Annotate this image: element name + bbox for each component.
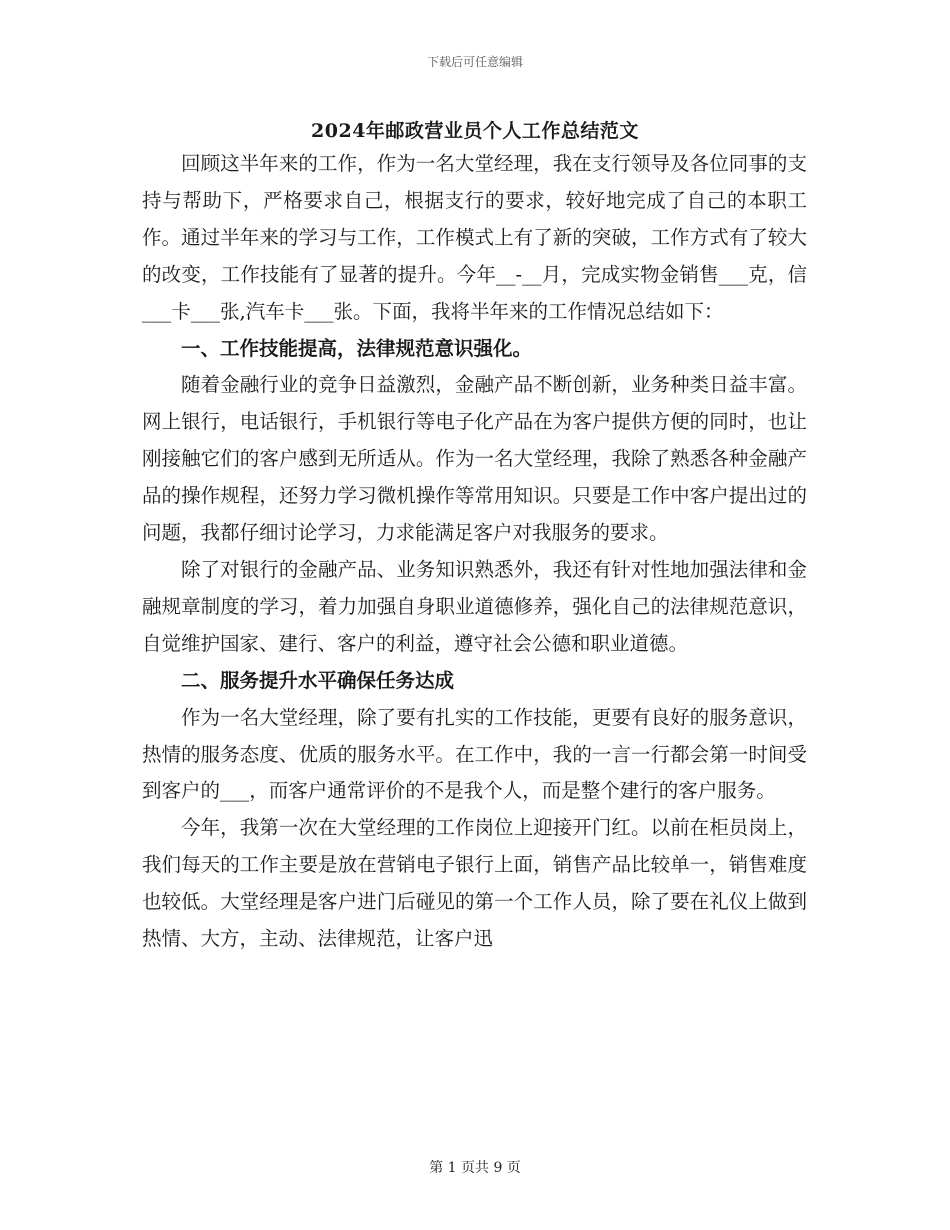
paragraph: 今年，我第一次在大堂经理的工作岗位上迎接开门红。以前在柜员岗上，我们每天的工作主要是放在营销电子银行上面，销售产品比较单一，销售难度也较低。大堂经理是客户进门后碰见的第一个工作人员，除了要在礼仪上做到热情、大方，主动、法律规范，让客户迅: [142, 816, 807, 951]
page-footer: 第 1 页共 9 页: [429, 1160, 521, 1176]
document-body: [142, 146, 807, 958]
paragraph: 作为一名大堂经理，除了要有扎实的工作技能，更要有良好的服务意识，热情的服务态度、优质的服务水平。在工作中，我的一言一行都会第一时间受到客户的___，而客户通常评价的不是我个人，而是整个建行的客户服务。: [142, 705, 807, 803]
paragraph-intro: 回顾这半年来的工作，作为一名大堂经理，我在支行领导及各位同事的支持与帮助下，严格要求自己，根据支行的要求，较好地完成了自己的本职工作。通过半年来的学习与工作，工作模式上有了新的突破，工作方式有了较大的改变，工作技能有了显著的提升。今年__-__月，完成实物金销售___克，信___卡___张,汽车卡___张。下面，我将半年来的工作情况总结如下：: [142, 152, 807, 323]
document-title: 2024年邮政营业员个人工作总结范文: [311, 120, 639, 142]
header-note: 下载后可任意编辑: [426, 55, 523, 69]
section-heading-1: 一、工作技能提高，法律规范意识强化。: [181, 336, 533, 360]
paragraph: 随着金融行业的竞争日益激烈，金融产品不断创新，业务种类日益丰富。网上银行，电话银行，手机银行等电子化产品在为客户提供方便的同时，也让刚接触它们的客户感到无所适从。作为一名大堂经理，我除了熟悉各种金融产品的操作规程，还努力学习微机操作等常用知识。只要是工作中客户提出过的问题，我都仔细讨论学习，力求能满足客户对我服务的要求。: [142, 373, 807, 545]
section-heading-2: 二、服务提升水平确保任务达成: [181, 668, 455, 692]
paragraph: 除了对银行的金融产品、业务知识熟悉外，我还有针对性地加强法律和金融规章制度的学习，着力加强自身职业道德修养，强化自己的法律规范意识，自觉维护国家、建行、客户的利益，遵守社会公德和职业道德。: [142, 557, 807, 655]
